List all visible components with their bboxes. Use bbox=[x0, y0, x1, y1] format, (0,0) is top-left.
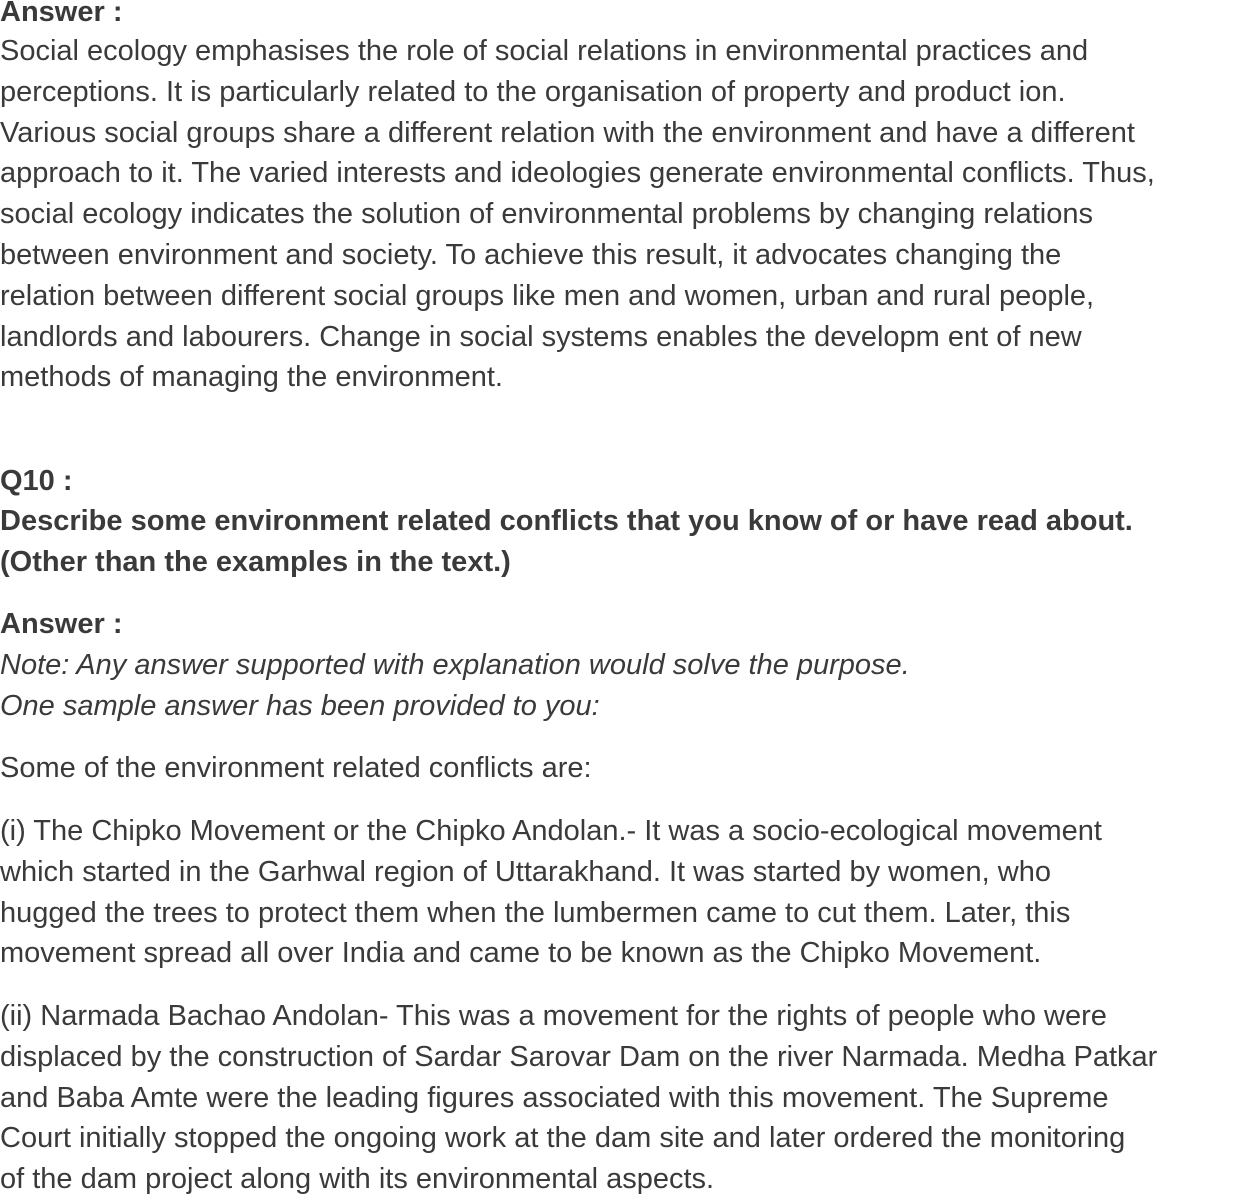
answer-point-chipko: (i) The Chipko Movement or the Chipko Andolan.- It was a socio-ecological movement which started in the Garhwal region of Uttarakhand. It was started by women, who hugged the trees to protect them when the lumbermen came to cut them. Later, this movement spread all over India and came to be known as the Chipko Movement. bbox=[0, 815, 1102, 970]
answer-note: Note: Any answer supported with explanation would solve the purpose. One sample answer has been provided to you: bbox=[0, 649, 910, 722]
answer-label: Answer : bbox=[0, 0, 123, 28]
answer-intro: Some of the environment related conflicts are: bbox=[0, 752, 592, 784]
question-number: Q10 : bbox=[0, 465, 73, 497]
question-text: Describe some environment related conflicts that you know of or have read about. (Other than the examples in the text.) bbox=[0, 505, 1133, 578]
answer-paragraph: Social ecology emphasises the role of social relations in environmental practices and perceptions. It is particularly related to the organisation of property and product ion. Various social groups share a different relation with the environment and have a different approach to it. The varied interests and ideologies generate environmental conflicts. Thus, social ecology indicates the solution of environmental problems by changing relations between environment and society. To achieve this result, it advocates changing the relation between different social groups like men and women, urban and rural people, landlords and labourers. Change in social systems enables the developm ent of new methods of managing the environment. bbox=[0, 35, 1155, 394]
answer-point-narmada: (ii) Narmada Bachao Andolan- This was a movement for the rights of people who were displaced by the construction of Sardar Sarovar Dam on the river Narmada. Medha Patkar and Baba Amte were the leading figures associated with this movement. The Supreme Court initially stopped the ongoing work at the dam site and later ordered the monitoring of the dam project along with its environmental aspects. bbox=[0, 1000, 1158, 1196]
answer-label: Answer : bbox=[0, 608, 123, 640]
